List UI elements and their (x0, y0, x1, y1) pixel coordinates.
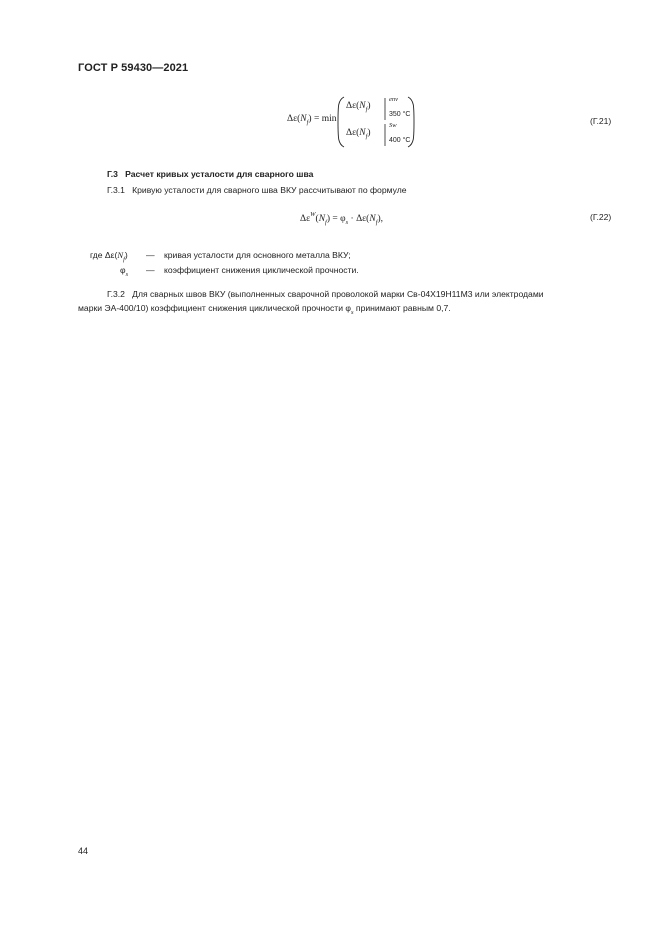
equation-g21-brace-left (336, 96, 346, 148)
paragraph-number: Г.3.2 (107, 289, 125, 299)
equation-g21-bar1 (384, 98, 388, 120)
equation-g21-row2: $\Delta\varepsilon(N_f)$ (346, 128, 371, 140)
paragraph-g32-line1: Г.3.2 Для сварных швов ВКУ (выполненных сварочной проволокой марки Св-04Х19Н11М3 или электродами (107, 289, 544, 299)
equation-g21-row1: $\Delta\varepsilon(N_f)$ (346, 101, 371, 113)
equation-g21-number: (Г.21) (590, 116, 612, 126)
document-header: ГОСТ Р 59430—2021 (78, 62, 189, 74)
equation-g21-row1-sub: 350 °C (389, 111, 411, 118)
where-dash-1: — (146, 250, 155, 260)
paragraph-g31 (107, 184, 407, 196)
equation-g21-brace-right (406, 96, 416, 148)
section-number: Г.3 (107, 169, 118, 179)
paragraph-number: Г.3.1 (107, 185, 125, 195)
paragraph-text: Кривую усталости для сварного шва ВКУ рассчитывают по формуле (132, 185, 407, 195)
equation-g22: $\Delta\varepsilon^W(N_f) = \varphi_s \cdot \Delta\varepsilon(N_f)$, (300, 211, 384, 226)
equation-g21-row1-sup: env (389, 96, 399, 103)
where-term-1: где $\Delta\varepsilon(N_f)$ (90, 250, 128, 263)
section-title: Расчет кривых усталости для сварного шва (125, 169, 314, 179)
equation-g21-row2-sub: 400 °C (389, 137, 411, 144)
where-dash-2: — (146, 265, 155, 275)
page-number: 44 (78, 846, 89, 856)
section-heading (107, 168, 313, 180)
equation-g21-lhs: $\Delta\varepsilon(N_f) = \min$ (287, 114, 337, 126)
paragraph-g32-line2: марки ЭА-400/10) коэффициент снижения циклической прочности $\varphi_s$ принимают равным 0,7. (78, 303, 451, 316)
equation-g22-number: (Г.22) (590, 212, 612, 222)
where-definition-2: коэффициент снижения циклической прочности. (164, 265, 359, 275)
where-term-2: $\varphi_s$ (120, 265, 129, 278)
equation-g21-bar2 (384, 124, 388, 146)
equation-g21-row2-sup: Sw (389, 122, 397, 129)
where-definition-1: кривая усталости для основного металла ВКУ; (164, 250, 351, 260)
